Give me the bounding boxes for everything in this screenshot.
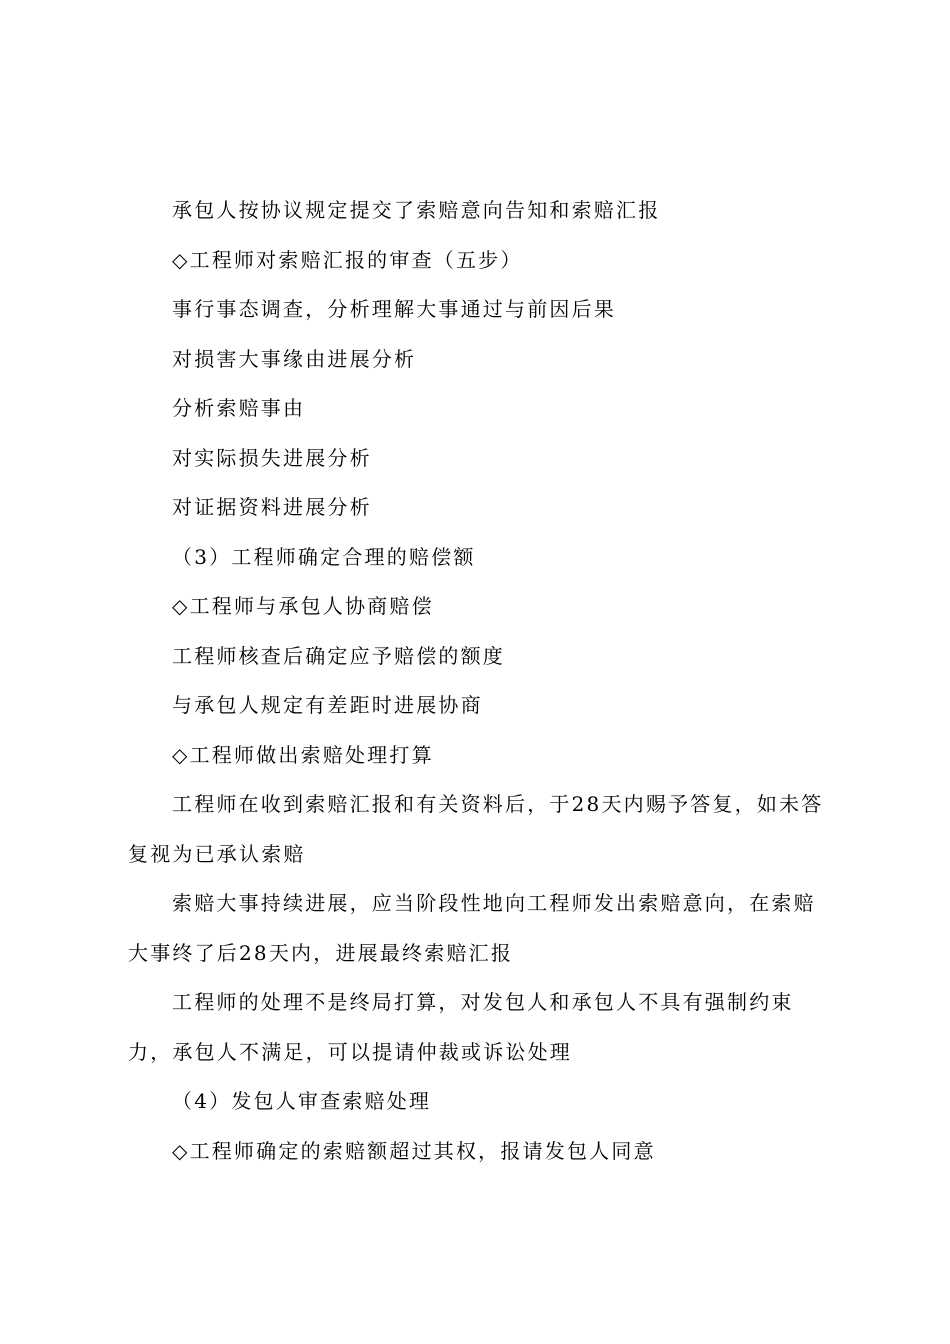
paragraph: 分析索赔事由	[172, 396, 306, 420]
paragraph: （3）工程师确定合理的赔偿额	[172, 544, 476, 569]
paragraph: 索赔大事持续进展，应当阶段性地向工程师发出索赔意向，在索赔大事终了后28天内，进展最终索赔汇报	[128, 891, 816, 965]
paragraph: 对证据资料进展分析	[172, 495, 372, 519]
paragraph: 工程师核查后确定应予赔偿的额度	[172, 643, 505, 668]
paragraph: ◇工程师与承包人协商赔偿	[172, 594, 434, 618]
paragraph: ◇工程师对索赔汇报的审查（五步）	[172, 247, 523, 272]
paragraph: 承包人按协议规定提交了索赔意向告知和索赔汇报	[172, 198, 661, 222]
paragraph: 对损害大事缘由进展分析	[172, 346, 417, 371]
paragraph: 对实际损失进展分析	[172, 445, 372, 470]
document-body	[128, 186, 834, 1176]
paragraph: ◇工程师确定的索赔额超过其权，报请发包人同意	[172, 1138, 656, 1163]
paragraph: 与承包人规定有差距时进展协商	[172, 693, 483, 717]
paragraph: 工程师在收到索赔汇报和有关资料后，于28天内赐予答复，如未答复视为已承认索赔	[128, 792, 824, 866]
paragraph: 事行事态调查，分析理解大事通过与前因后果	[172, 297, 616, 321]
paragraph: 工程师的处理不是终局打算，对发包人和承包人不具有强制约束力，承包人不满足，可以提请仲裁或诉讼处理	[128, 990, 794, 1064]
paragraph: （4）发包人审查索赔处理	[172, 1089, 432, 1113]
paragraph: ◇工程师做出索赔处理打算	[172, 742, 434, 767]
